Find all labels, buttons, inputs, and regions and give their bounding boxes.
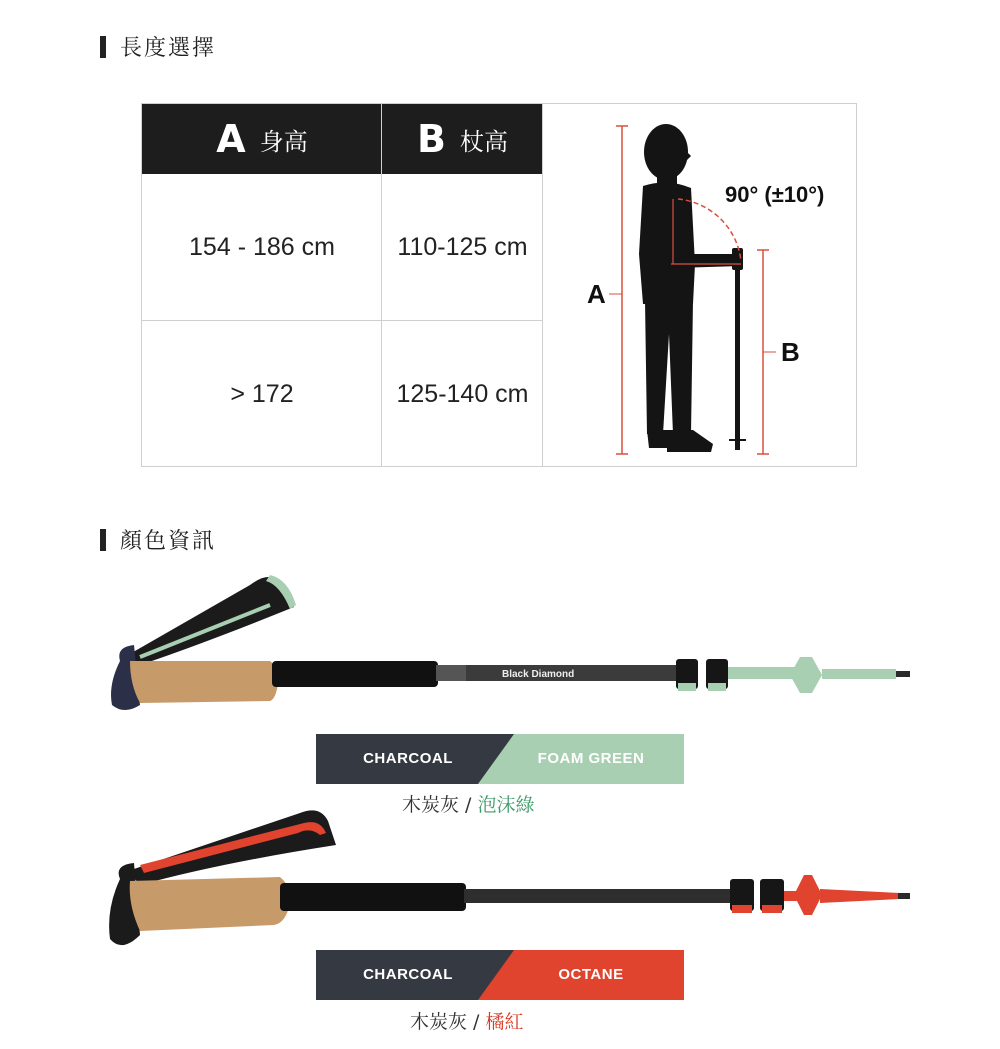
column-label: 杖高 (459, 127, 508, 156)
color-caption (410, 1007, 524, 1034)
posture-diagram (543, 104, 857, 466)
column-label: 身高 (259, 127, 308, 156)
section-heading-length (100, 31, 216, 62)
person-silhouette (639, 124, 741, 452)
color-swatch-charcoal-octane (316, 950, 684, 1000)
table-cell-pole: 125-140 cm (396, 379, 529, 408)
heading-bar (100, 36, 106, 58)
section-title: 長度選擇 (120, 36, 217, 61)
trekking-pole-octane-image (100, 805, 920, 955)
caption-left: 木炭灰 (402, 794, 460, 816)
brand-logo: Black Diamond (502, 669, 575, 680)
caption-separator: / (459, 794, 478, 816)
table-cell-pole: 110-125 cm (397, 232, 528, 261)
heading-bar (100, 529, 106, 551)
column-letter: B (417, 117, 446, 161)
column-header-pole (382, 104, 543, 174)
measure-label-a: A (587, 279, 606, 309)
column-letter: A (216, 117, 246, 161)
trekking-pole-foam-green-image (100, 565, 920, 715)
swatch-label-left: CHARCOAL (363, 750, 453, 767)
column-header-height (142, 104, 382, 174)
caption-separator: / (467, 1011, 486, 1033)
size-table (141, 103, 857, 467)
caption-right: 橘紅 (485, 1011, 524, 1033)
color-swatch-charcoal-foam-green (316, 734, 684, 784)
table-cell-height: 154 - 186 cm (189, 232, 335, 261)
table-cell-height: > 172 (230, 379, 294, 408)
caption-right: 泡沫綠 (477, 794, 535, 816)
caption-left: 木炭灰 (410, 1011, 468, 1033)
angle-label: 90° (±10°) (725, 182, 825, 207)
swatch-label-right: OCTANE (558, 966, 624, 983)
measure-label-b: B (781, 337, 800, 367)
swatch-label-right: FOAM GREEN (537, 750, 645, 767)
section-title: 顏色資訊 (120, 529, 217, 554)
section-heading-color (100, 524, 216, 555)
swatch-label-left: CHARCOAL (363, 966, 453, 983)
